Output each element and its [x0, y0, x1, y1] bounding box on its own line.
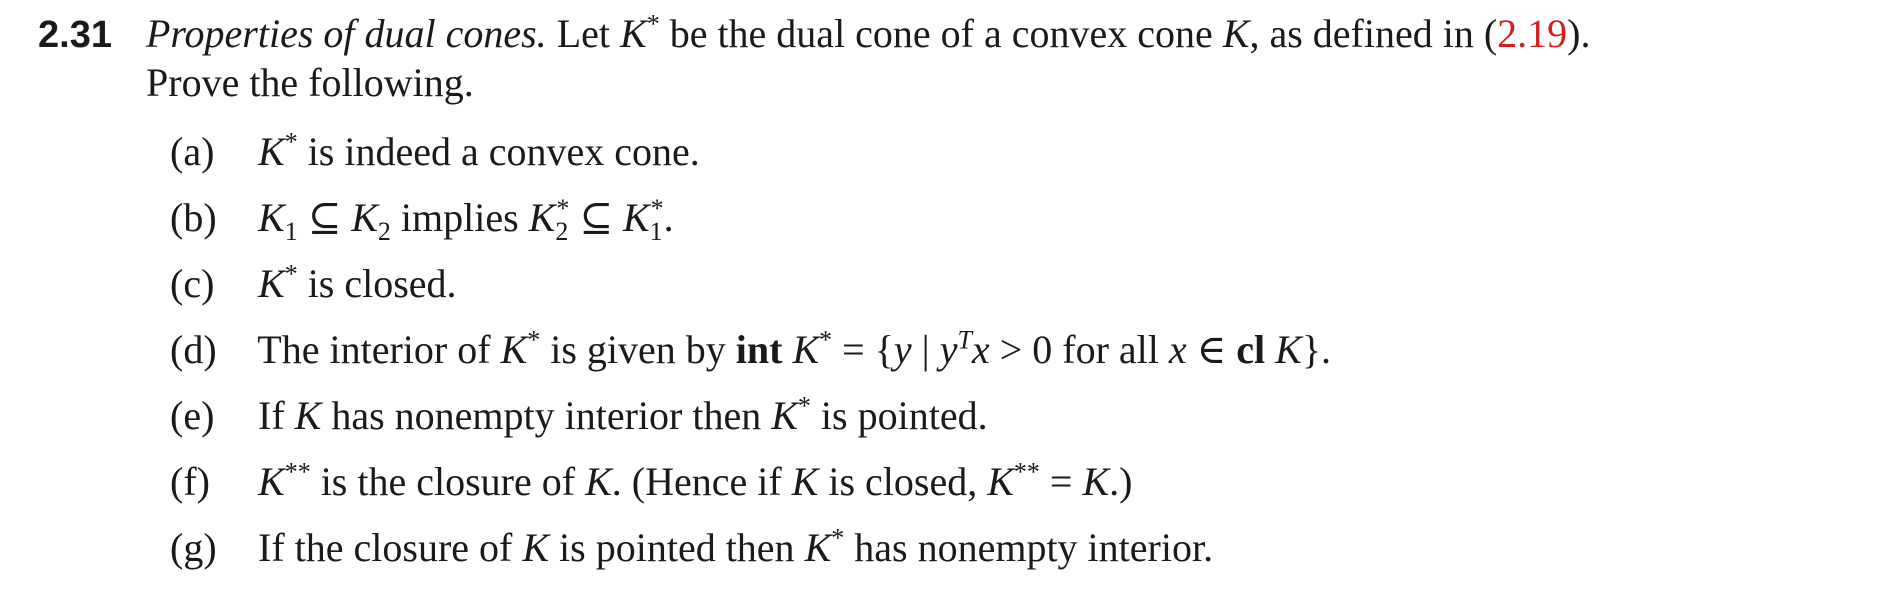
- part-label: (d): [170, 327, 217, 372]
- part-text: $K_1$ ⊆ $K_2$ implies $K_2^*$ ⊆ $K_1^*$.: [258, 193, 674, 246]
- part-text: The interior of K* is given by int K* = {y | $y^Tx > 0$ for all x ∈ cl K}.: [257, 325, 1332, 372]
- part-e: [170, 392, 1860, 458]
- part-b: [170, 194, 1860, 260]
- part-d: [170, 326, 1860, 392]
- part-c: [170, 260, 1860, 326]
- part-label: (g): [170, 525, 217, 570]
- part-text: If the closure of K is pointed then K* has nonempty interior.: [258, 523, 1214, 570]
- equation-reference-link[interactable]: 2.19: [1497, 11, 1568, 56]
- exercise-parts-list: [170, 128, 1860, 590]
- part-text: K* is closed.: [258, 259, 457, 306]
- part-text: K** is the closure of K. (Hence if K is closed, K** = K.): [258, 457, 1133, 504]
- intro-text: Let K* be the dual cone of a convex cone K, as defined in (: [556, 9, 1498, 56]
- exercise-header: [38, 10, 1868, 107]
- part-label: (c): [170, 261, 215, 306]
- part-label: (a): [170, 129, 215, 174]
- part-text: K* is indeed a convex cone.: [258, 127, 700, 174]
- part-a: [170, 128, 1860, 194]
- exercise-second-line: Prove the following.: [146, 60, 474, 105]
- part-label: (b): [170, 195, 217, 240]
- part-text: If K has nonempty interior then K* is pointed.: [258, 391, 988, 438]
- part-g: [170, 524, 1860, 590]
- exercise-intro: Let K* be the dual cone of a convex cone K, as defined in (2.19).: [556, 9, 1591, 56]
- exercise-title: Properties of dual cones.: [146, 11, 547, 56]
- part-f: [170, 458, 1860, 524]
- exercise-first-line: [38, 10, 1868, 59]
- exercise-number: 2.31: [38, 14, 112, 56]
- part-label: (f): [170, 459, 210, 504]
- part-label: (e): [170, 393, 215, 438]
